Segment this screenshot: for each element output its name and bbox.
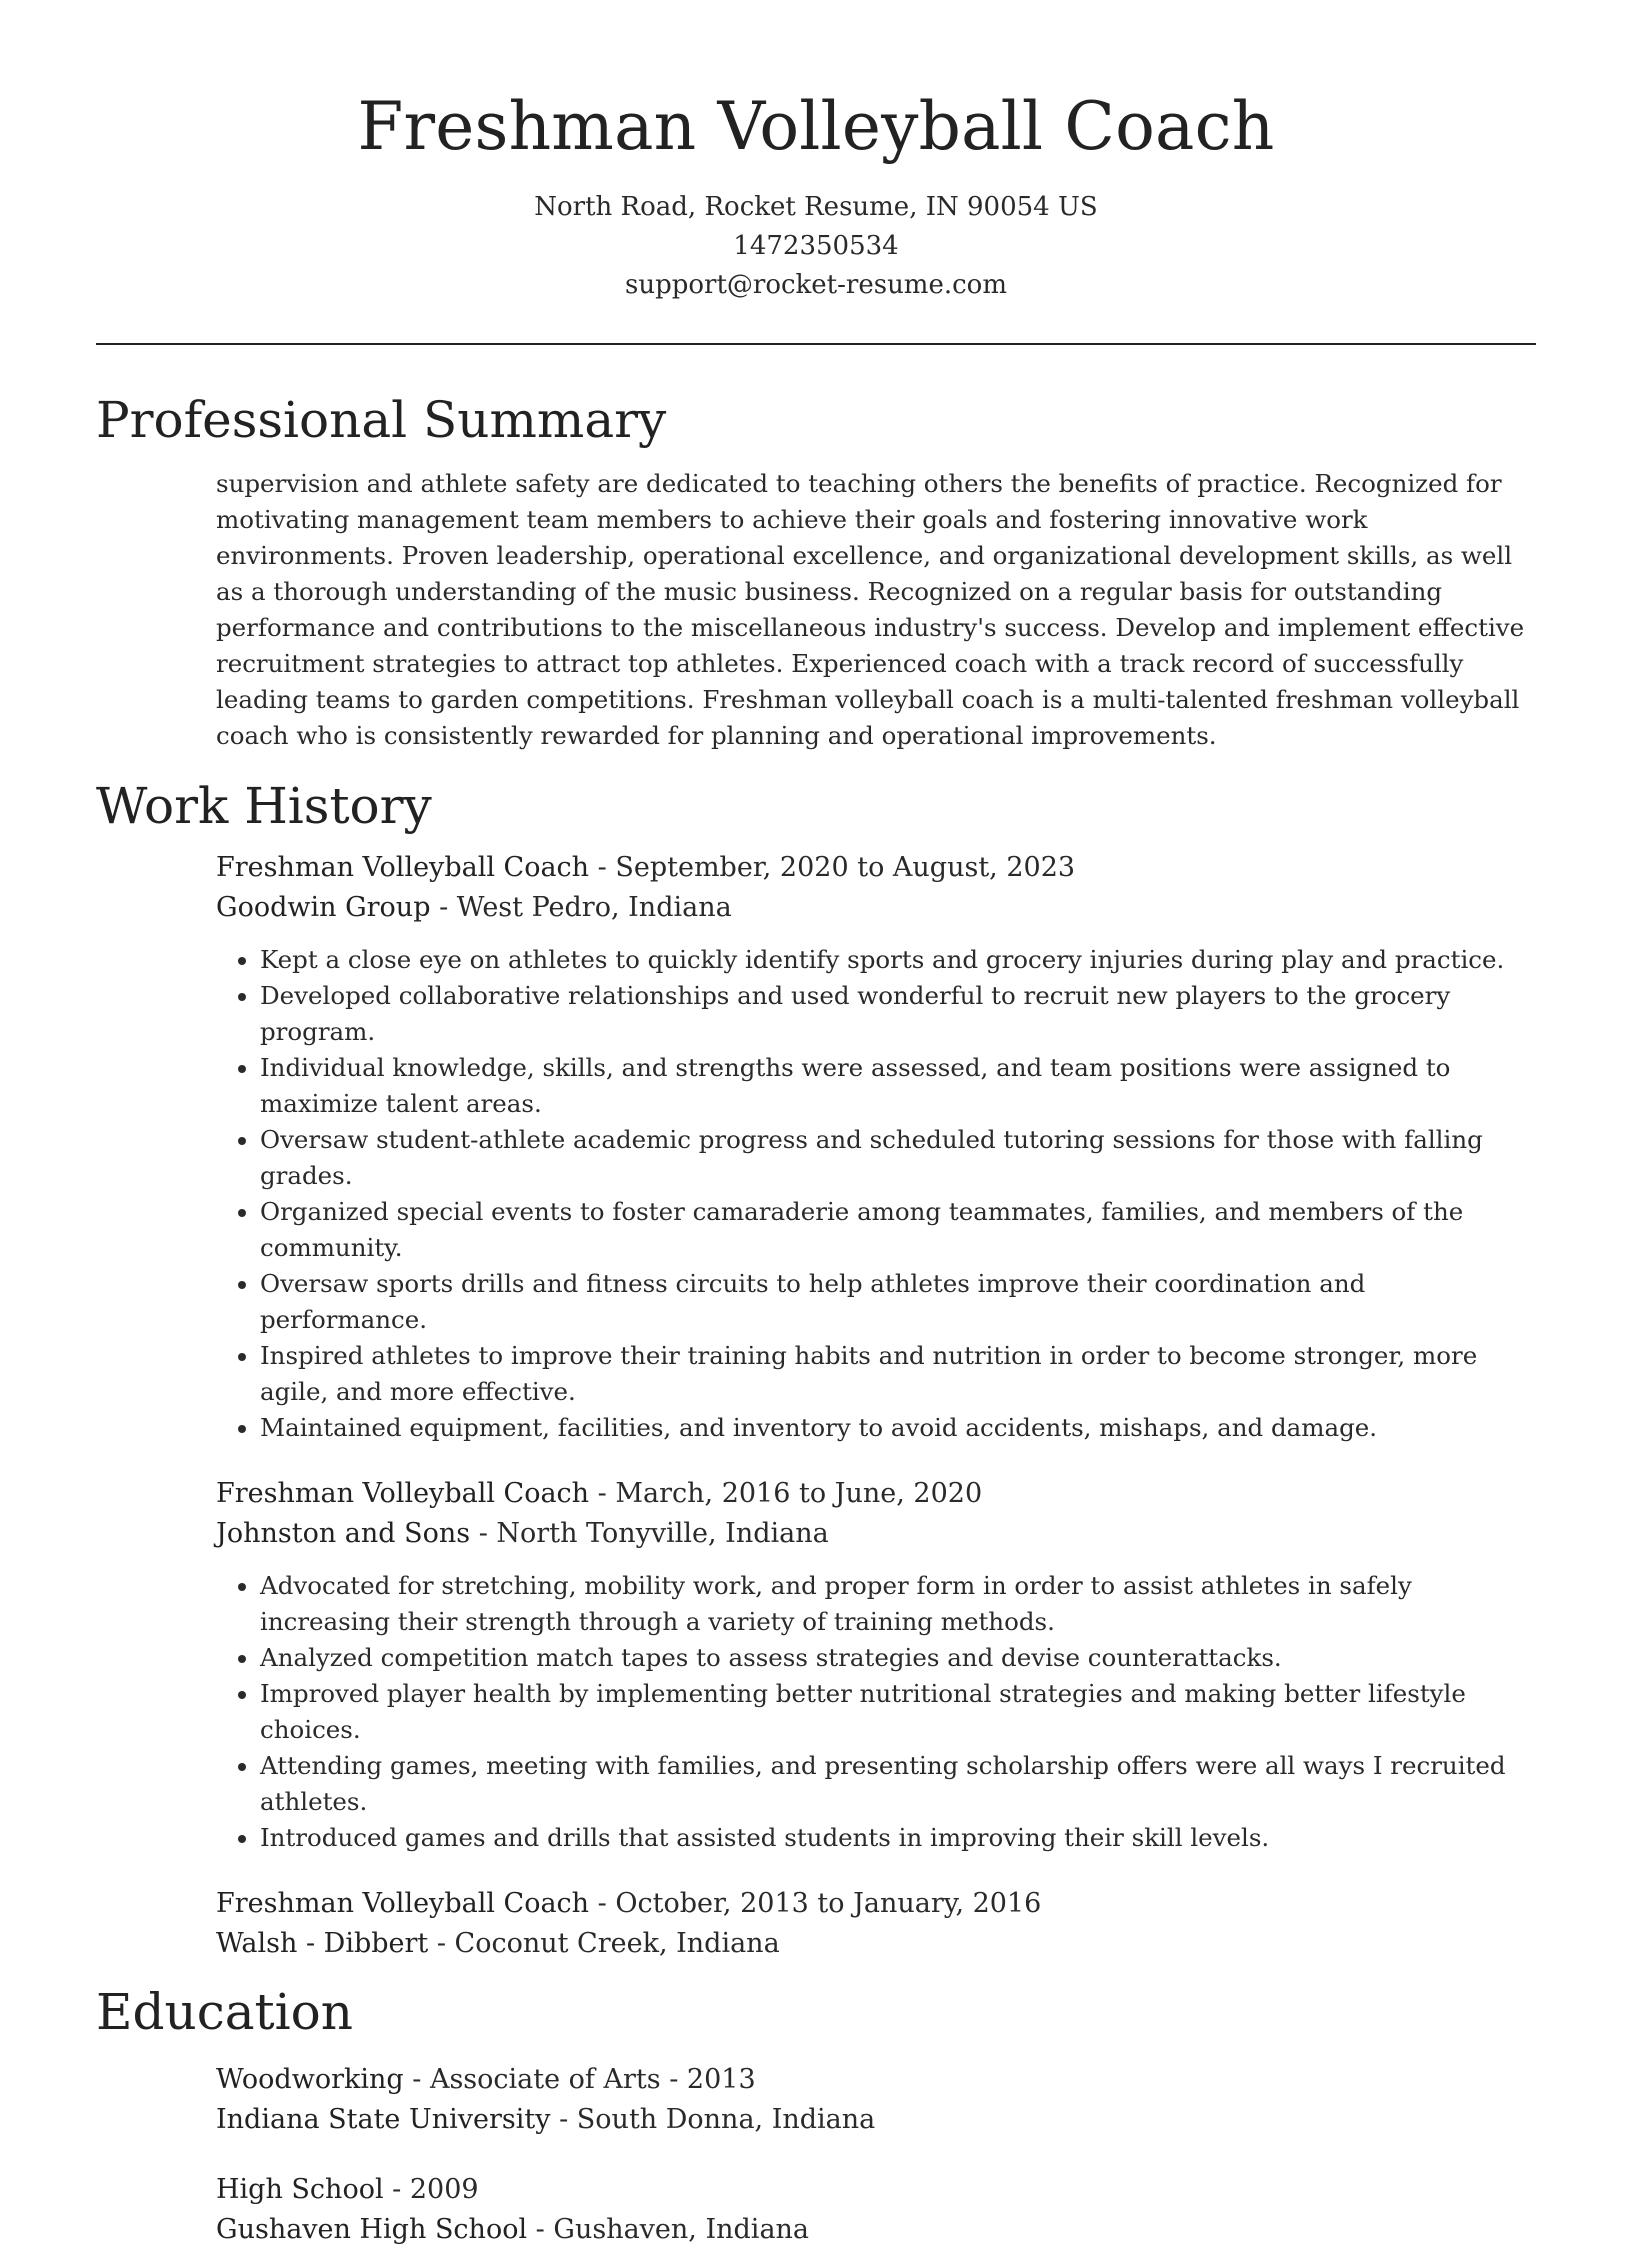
job-company-line (216, 1924, 1536, 1964)
job-bullet: • Kept a close eye on athletes to quickly identify sports and grocery injuries during play and practice. (260, 942, 1536, 978)
summary-text: supervision and athlete safety are dedicated to teaching others the benefits of practice. Recognized for motivating management team members to achieve their goals and fostering innovative work environments. Proven leadership, operational excellence, and organizational development skills, as well as a thorough understanding of the music business. Recognized on a regular basis for outstanding performance and contributions to the miscellaneous industry's success. Develop and implement effective recruitment strategies to attract top athletes. Experienced coach with a track record of successfully leading teams to garden competitions. Freshman volleyball coach is a multi-talented freshman volleyball coach who is consistently rewarded for planning and operational improvements. (216, 469, 1525, 750)
contact-block (96, 188, 1536, 305)
job-bullet: • Inspired athletes to improve their training habits and nutrition in order to become stronger, more agile, and more effective. (260, 1338, 1536, 1410)
job-bullet: • Maintained equipment, facilities, and inventory to avoid accidents, mishaps, and damage. (260, 1410, 1536, 1446)
job-bullet: • Attending games, meeting with families, and presenting scholarship offers were all ways I recruited athletes. (260, 1748, 1536, 1820)
education-school: Indiana State University (216, 2104, 551, 2135)
contact-email: support@rocket-resume.com (624, 270, 1007, 300)
job-dates: - March, 2016 to June, 2020 (589, 1478, 983, 1509)
job-bullet: • Improved player health by implementing better nutritional strategies and making better lifestyle choices. (260, 1676, 1536, 1748)
education-entry (216, 2170, 1536, 2250)
education-detail: - Associate of Arts - 2013 (403, 2064, 756, 2095)
job-title-line (216, 1474, 1536, 1514)
job-company-line (216, 1514, 1536, 1554)
education-school-line (216, 2100, 1536, 2140)
job-dates: - September, 2020 to August, 2023 (589, 852, 1076, 883)
job-bullet: • Analyzed competition match tapes to assess strategies and devise counterattacks. (260, 1640, 1536, 1676)
job-location: - North Tonyville, Indiana (470, 1518, 829, 1549)
education-school-line (216, 2210, 1536, 2250)
contact-address: North Road, Rocket Resume, IN 90054 US (534, 192, 1098, 222)
job-bullet: • Introduced games and drills that assisted students in improving their skill levels. (260, 1820, 1536, 1856)
job-title-line (216, 848, 1536, 888)
job-bullet: • Oversaw sports drills and fitness circuits to help athletes improve their coordination and performance. (260, 1266, 1536, 1338)
job-title-line (216, 1884, 1536, 1924)
section-title-education: Education (96, 1983, 353, 2041)
education-entry (216, 2060, 1536, 2140)
job-location: - Coconut Creek, Indiana (428, 1928, 780, 1959)
job-bullet: • Individual knowledge, skills, and strengths were assessed, and team positions were assigned to maximize talent areas. (260, 1050, 1536, 1122)
education-location: - South Donna, Indiana (550, 2104, 876, 2135)
work-history-block (216, 848, 1536, 1964)
job-company: Goodwin Group (216, 892, 431, 923)
job-location: - West Pedro, Indiana (430, 892, 732, 923)
resume-name: Freshman Volleyball Coach (357, 88, 1275, 165)
contact-phone: 1472350534 (733, 231, 899, 261)
education-degree-line (216, 2060, 1536, 2100)
job-entry (216, 1474, 1536, 1856)
job-company-line (216, 888, 1536, 928)
job-company: Johnston and Sons (216, 1518, 471, 1549)
education-detail: - 2009 (383, 2174, 479, 2205)
education-school: Gushaven High School (216, 2214, 528, 2245)
education-degree: High School (216, 2174, 384, 2205)
section-title-summary: Professional Summary (96, 391, 667, 449)
header-divider (96, 343, 1536, 345)
job-bullet: • Developed collaborative relationships and used wonderful to recruit new players to the grocery program. (260, 978, 1536, 1050)
resume-page (96, 0, 1536, 2250)
job-bullet: • Organized special events to foster camaraderie among teammates, families, and members of the community. (260, 1194, 1536, 1266)
job-title: Freshman Volleyball Coach (216, 852, 590, 883)
education-degree: Woodworking (216, 2064, 404, 2095)
job-bullet: • Oversaw student-athlete academic progress and scheduled tutoring sessions for those with falling grades. (260, 1122, 1536, 1194)
job-bullets (216, 1568, 1536, 1856)
job-title: Freshman Volleyball Coach (216, 1888, 590, 1919)
education-degree-line (216, 2170, 1536, 2210)
summary-block (216, 466, 1536, 754)
job-dates: - October, 2013 to January, 2016 (589, 1888, 1042, 1919)
education-block (216, 2060, 1536, 2250)
section-title-work-history: Work History (96, 777, 432, 835)
education-location: - Gushaven, Indiana (527, 2214, 810, 2245)
job-entry (216, 848, 1536, 1446)
job-bullet: • Advocated for stretching, mobility work, and proper form in order to assist athletes in safely increasing their strength through a variety of training methods. (260, 1568, 1536, 1640)
job-title: Freshman Volleyball Coach (216, 1478, 590, 1509)
job-bullets (216, 942, 1536, 1446)
job-entry (216, 1884, 1536, 1964)
job-company: Walsh - Dibbert (216, 1928, 429, 1959)
